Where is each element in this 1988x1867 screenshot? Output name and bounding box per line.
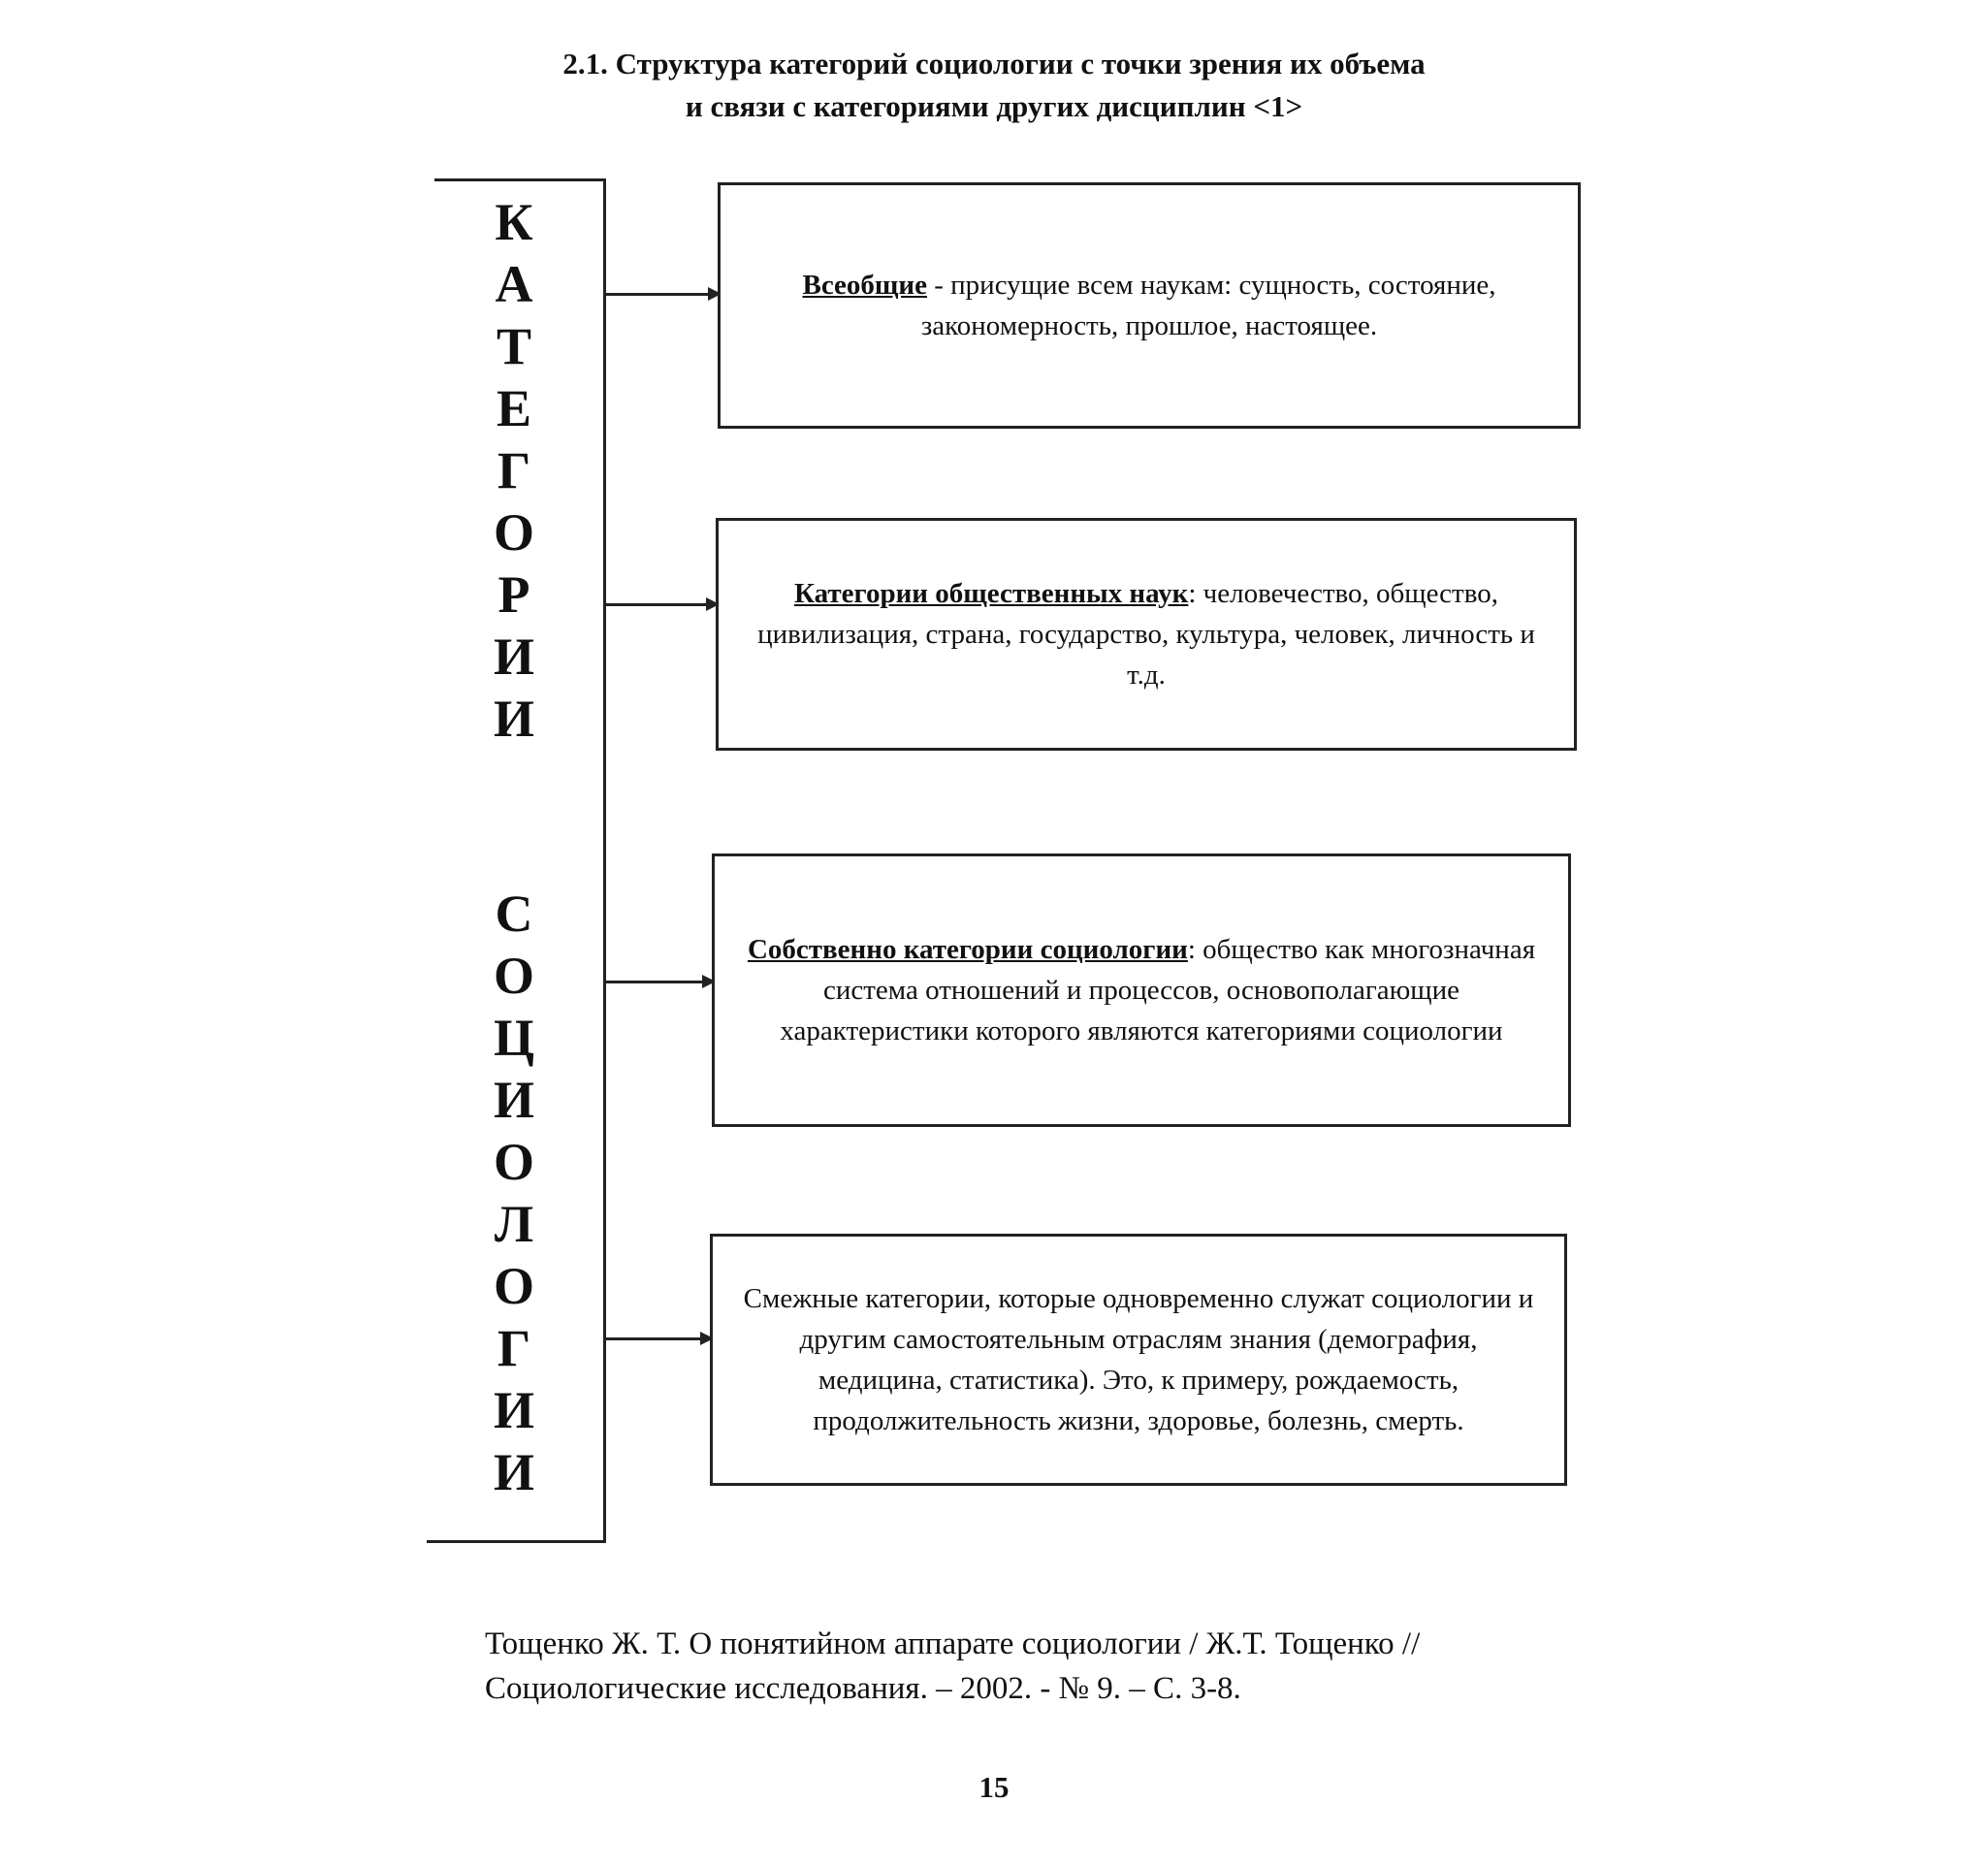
category-box-universal <box>718 182 1581 429</box>
category-box-body: : человечество, общество, цивилизация, страна, государство, культура, человек, личность и т.д. <box>757 578 1535 691</box>
page-number: 15 <box>978 1770 1010 1804</box>
spine-letter: Р <box>497 565 530 624</box>
connector-4 <box>605 1337 702 1340</box>
category-box-text <box>738 1278 1539 1441</box>
spine-letter: О <box>493 1257 534 1315</box>
spine-letter: С <box>495 885 533 943</box>
spine-letter: А <box>495 255 533 313</box>
reference-line-2: Социологические исследования. – 2002. - № 9. – С. 3-8. <box>485 1671 1241 1706</box>
category-box-adjacent <box>710 1234 1567 1486</box>
spine-letter: Е <box>496 379 532 437</box>
connector-2 <box>605 603 708 606</box>
spine-letter: Г <box>497 1319 531 1377</box>
footnote-reference <box>485 1622 1649 1711</box>
spine-letter: Т <box>496 317 532 375</box>
spine-letter: И <box>493 1443 534 1501</box>
spine-letter: Г <box>497 441 531 499</box>
category-box-lead: Собственно категории социологии <box>747 934 1188 965</box>
category-box-text <box>746 265 1553 346</box>
heading-line-1: 2.1. Структура категорий социологии с точки зрения их объема <box>562 47 1426 80</box>
category-box-body: - присущие всем наукам: сущность, состояние, закономерность, прошлое, настоящее. <box>920 270 1496 341</box>
reference-line-1: Тощенко Ж. Т. О понятийном аппарате социологии / Ж.Т. Тощенко // <box>485 1626 1421 1661</box>
spine-letter: Л <box>494 1195 534 1253</box>
category-box-lead: Всеобщие <box>802 270 927 301</box>
connector-3 <box>605 981 704 983</box>
spine-bottom-edge <box>427 1540 606 1543</box>
spine-letter: И <box>493 1381 534 1439</box>
spine-top-edge <box>434 178 605 181</box>
spine-letter: О <box>493 947 534 1005</box>
category-box-sociology-proper <box>712 853 1571 1127</box>
heading-line-2: и связи с категориями других дисциплин <1> <box>685 89 1303 123</box>
spine-letter: О <box>493 503 534 562</box>
category-box-lead: Категории общественных наук <box>794 578 1189 609</box>
spine-letter: И <box>493 1071 534 1129</box>
spine-word-sociology <box>456 883 572 1503</box>
spine-letter: И <box>493 690 534 748</box>
category-box-social-sciences <box>716 518 1577 751</box>
spine-letter: О <box>493 1133 534 1191</box>
spine-word-categories <box>456 191 572 750</box>
spine-letter: И <box>493 628 534 686</box>
category-box-body: Смежные категории, которые одновременно служат социологии и другим самостоятельным отраслям знания (демография, медицина, статистика). Это, к примеру, рождаемость, продолжительность жизни, здоровье, болезнь, смерть. <box>743 1283 1534 1436</box>
category-box-body: : общество как многозначная система отношений и процессов, основополагающие характеристики которого являются категориями социологии <box>780 934 1536 1046</box>
connector-1 <box>605 293 710 296</box>
spine-letter: К <box>495 193 533 251</box>
category-box-text <box>740 929 1543 1051</box>
category-box-text <box>744 573 1549 695</box>
spine-letter: Ц <box>493 1009 534 1067</box>
